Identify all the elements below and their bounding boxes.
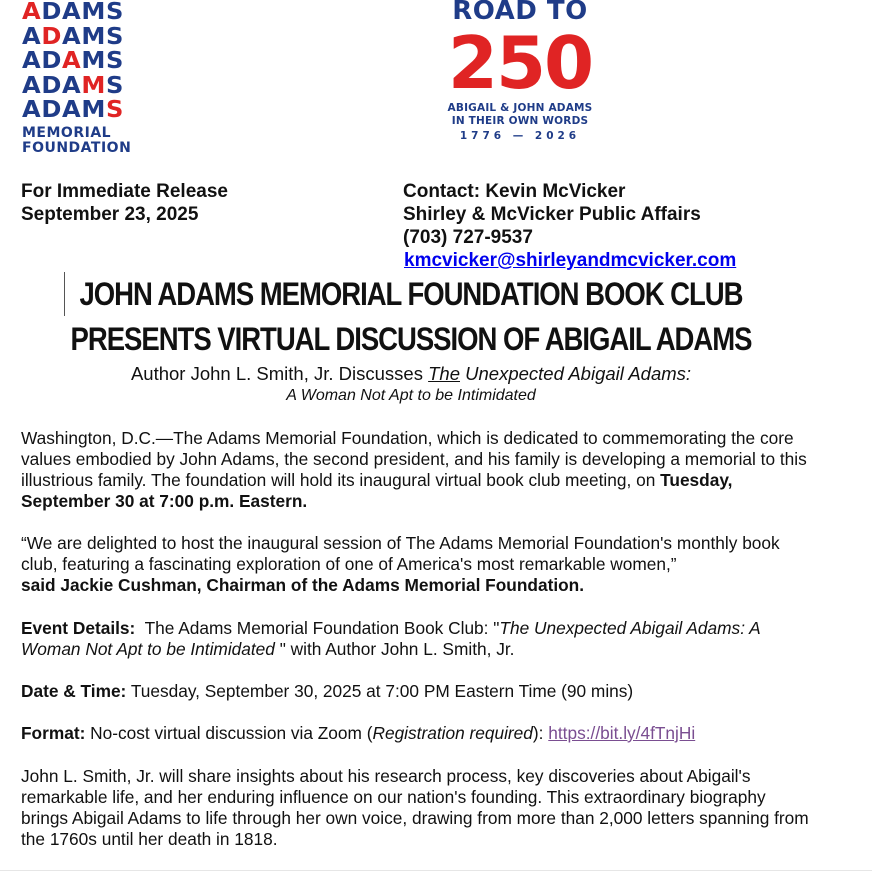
adams-foundation-logo: [22, 0, 172, 156]
paragraph-event-details: Event Details: The Adams Memorial Foundation Book Club: "The Unexpected Abigail Adams: A Woman Not Apt to be Intimidated " with Author John L. Smith, Jr.: [21, 618, 761, 659]
road-subtitle-1: ABIGAIL & JOHN ADAMS: [447, 102, 593, 114]
bottom-divider: [0, 870, 872, 871]
logo-line-5: ADAMS: [22, 97, 125, 123]
release-info: [21, 180, 228, 226]
road-to-label: ROAD TO: [452, 0, 588, 26]
subheadline-2: A Woman Not Apt to be Intimidated: [286, 387, 536, 404]
release-label: For Immediate Release: [21, 181, 228, 202]
paragraph-intro: Washington, D.C.—The Adams Memorial Foundation, which is dedicated to commemorating the core values embodied by John Adams, the second president, and his family is developing a memorial to this illustrious family. The foundation will hold its inaugural virtual book club meeting, on Tuesday, September 30 at 7:00 p.m. Eastern.: [21, 428, 807, 511]
logo-memorial: MEMORIAL: [22, 124, 112, 141]
contact-email-link[interactable]: kmcvicker@shirleyandmcvicker.com: [404, 250, 737, 271]
contact-info: [403, 180, 736, 272]
headline-line-2: PRESENTS VIRTUAL DISCUSSION OF ABIGAIL ADAMS: [70, 321, 752, 357]
registration-link[interactable]: https://bit.ly/4fTnjHi: [548, 723, 696, 743]
road-years: 1776 — 2026: [459, 130, 581, 142]
logo-line-1: ADAMS: [22, 0, 125, 25]
road-number: 250: [447, 21, 593, 105]
road-to-250-logo: [440, 0, 600, 144]
paragraph-format: Format: No-cost virtual discussion via Zoom (Registration required): https://bit.ly/4fTnjHi: [21, 723, 696, 743]
release-date: September 23, 2025: [21, 204, 199, 225]
logo-line-4: ADAMS: [22, 72, 125, 99]
contact-name: Contact: Kevin McVicker: [403, 181, 626, 202]
logo-line-3: ADAMS: [22, 48, 125, 74]
contact-phone: (703) 727-9537: [403, 227, 533, 248]
logo-foundation: FOUNDATION: [22, 139, 132, 156]
paragraph-date-time: Date & Time: Tuesday, September 30, 2025 at 7:00 PM Eastern Time (90 mins): [21, 681, 634, 701]
contact-company: Shirley & McVicker Public Affairs: [403, 204, 701, 225]
subheadline: Author John L. Smith, Jr. Discusses The Unexpected Abigail Adams:: [130, 363, 692, 384]
paragraph-quote: “We are delighted to host the inaugural session of The Adams Memorial Foundation's monthly book club, featuring a fascinating exploration of one of America's most remarkable women,” said Jackie Cushman, Chairman of the Adams Memorial Foundation.: [21, 533, 780, 595]
subhead-the: The: [428, 363, 460, 384]
road-subtitle-2: IN THEIR OWN WORDS: [451, 115, 589, 127]
headline-line-1: JOHN ADAMS MEMORIAL FOUNDATION BOOK CLUB: [79, 276, 743, 312]
logo-line-2: ADAMS: [22, 23, 125, 50]
paragraph-closing: John L. Smith, Jr. will share insights about his research process, key discoveries about Abigail's remarkable life, and her enduring influence on our nation's founding. This extraordinary biography brings Abigail Adams to life through her own voice, drawing from more than 2,000 letters spanning from the 1760s until her death in 1818.: [21, 766, 809, 849]
